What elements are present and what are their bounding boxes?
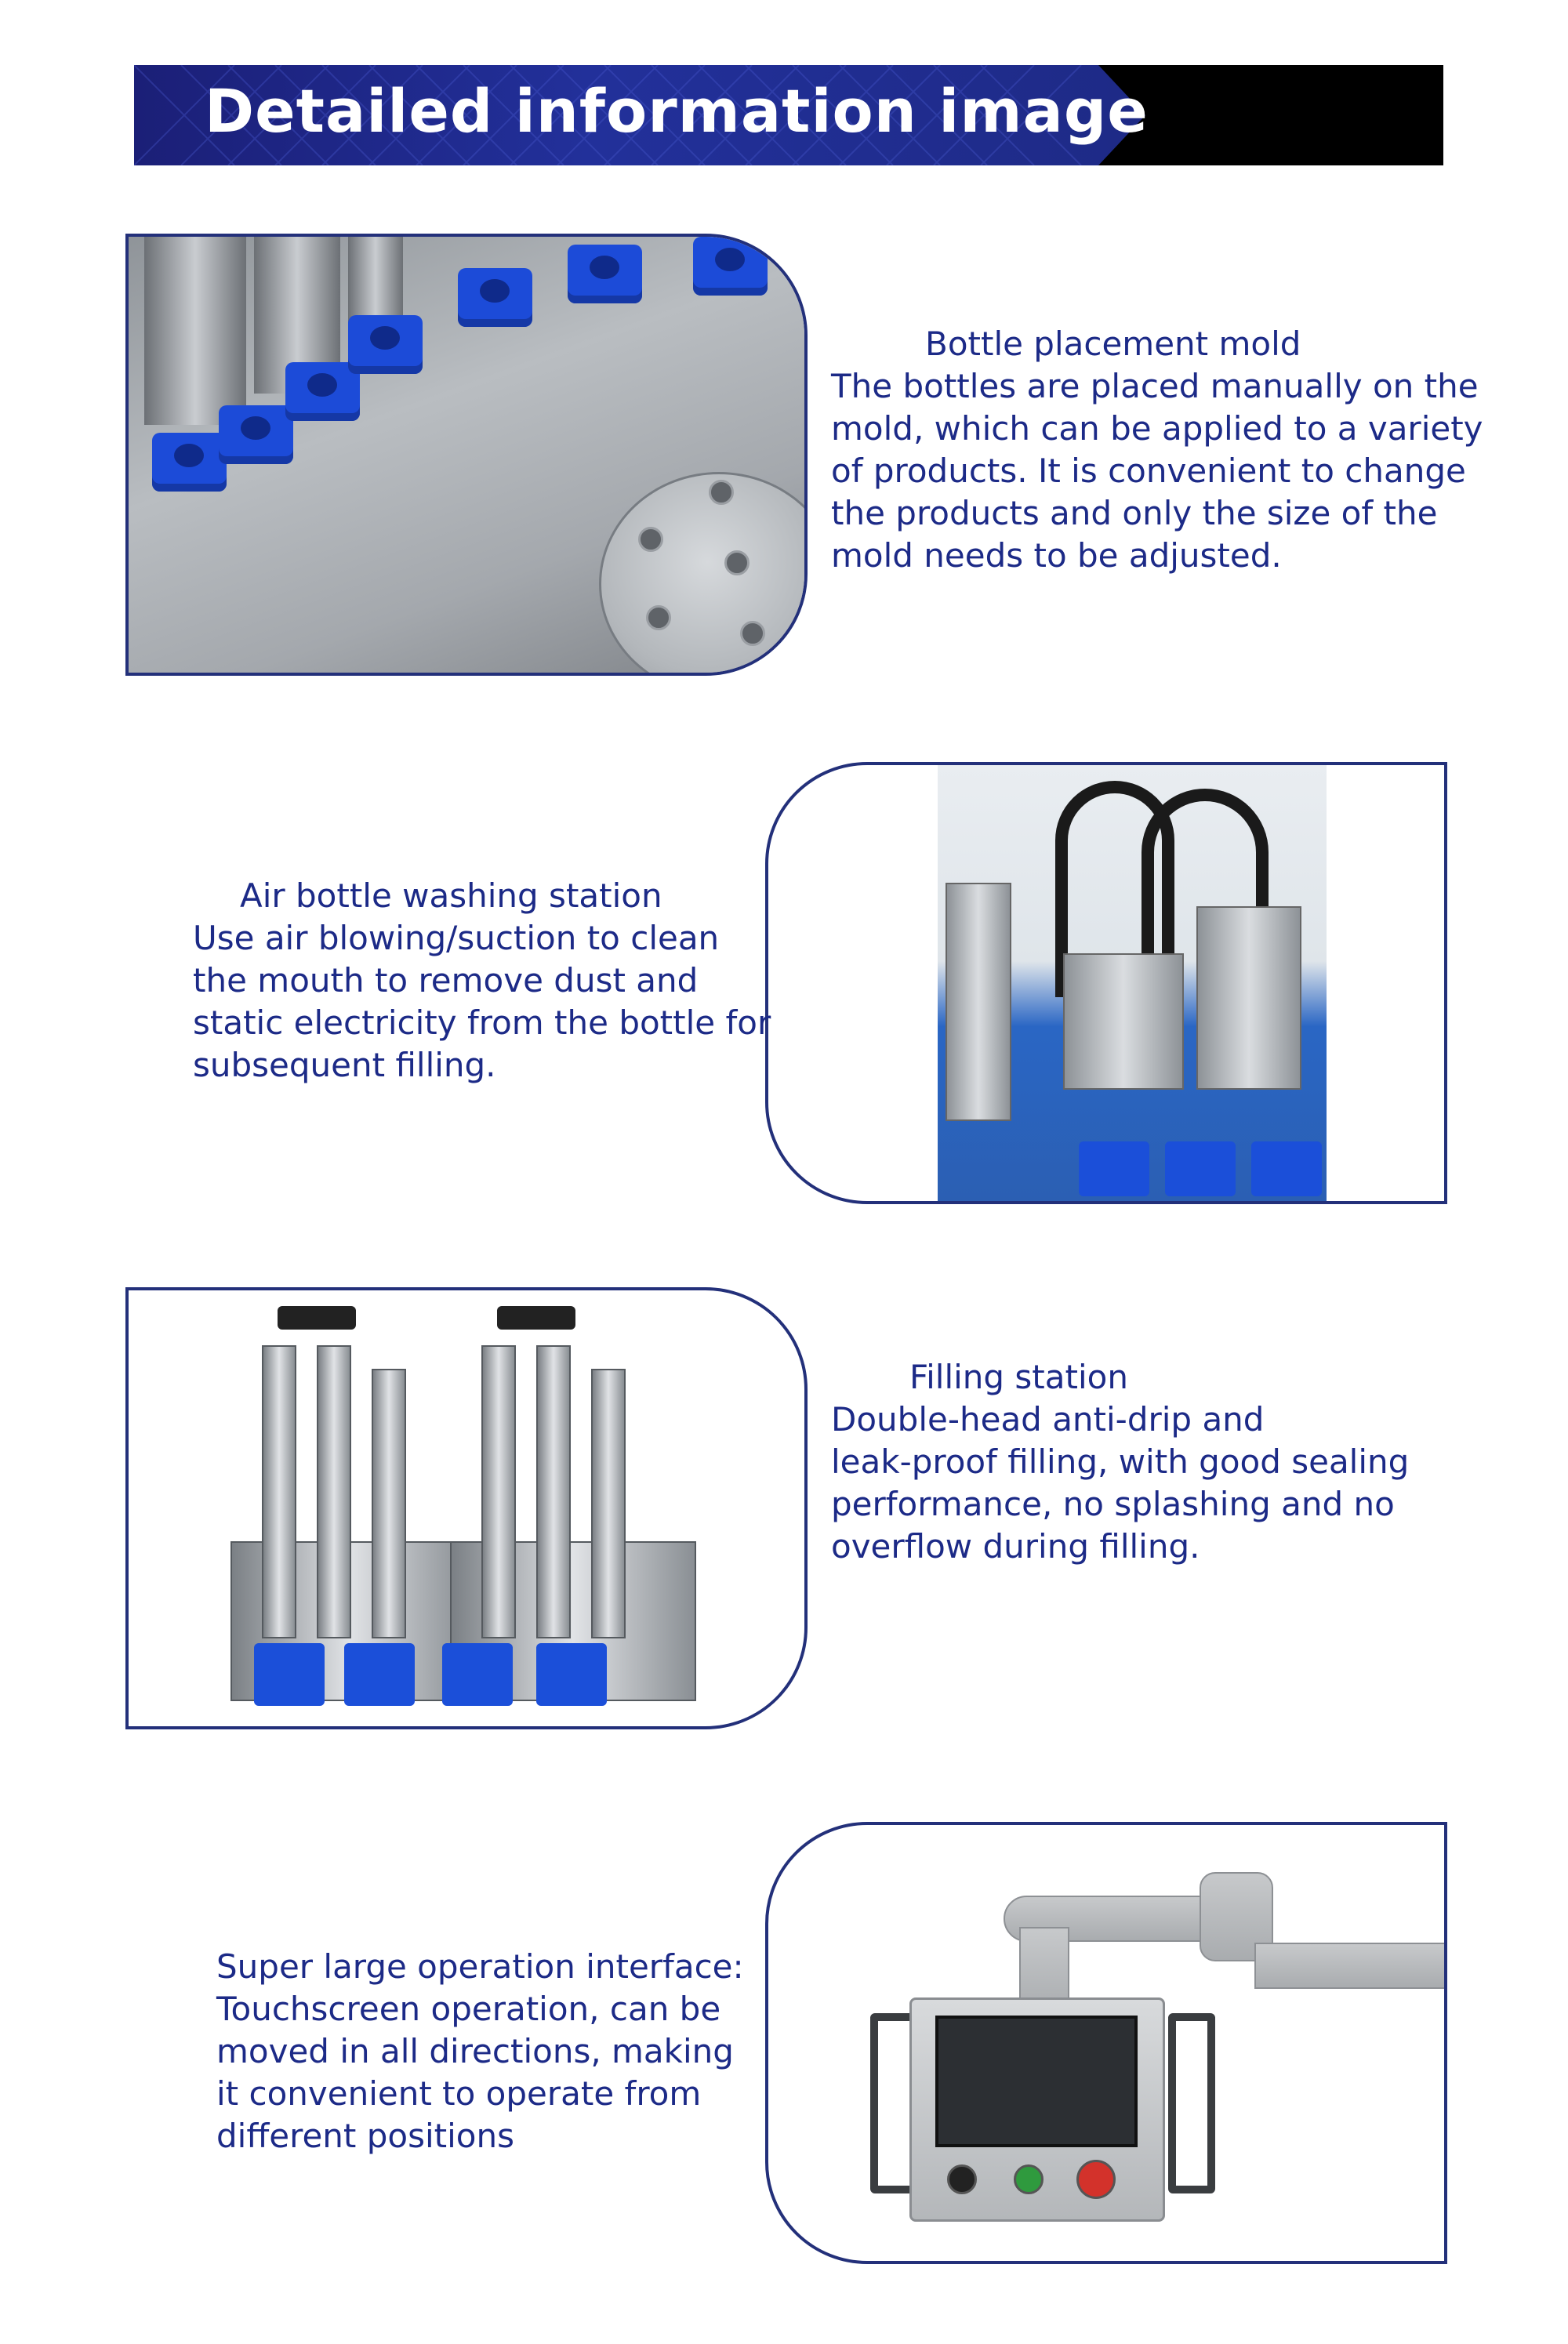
blue-mold — [536, 1643, 607, 1706]
washing-station-line: the mouth to remove dust and — [193, 961, 699, 1000]
operation-interface-line: it convenient to operate from — [216, 2074, 702, 2113]
header-banner — [134, 65, 1443, 165]
bottle-mold-line: mold, which can be applied to a variety — [831, 409, 1483, 448]
blue-mold — [1165, 1141, 1236, 1196]
selector-switch-icon — [947, 2164, 977, 2194]
adjust-handle — [497, 1306, 575, 1330]
machine-column — [144, 237, 246, 425]
blue-mold — [1251, 1141, 1322, 1196]
section-frame-operation-interface — [765, 1822, 1447, 2264]
bottle-mold-line: of products. It is convenient to change — [831, 452, 1466, 490]
center-disc — [599, 472, 804, 673]
blue-mold — [693, 237, 768, 296]
filling-column — [372, 1369, 406, 1638]
steel-block — [946, 883, 1011, 1121]
section-frame-filling-station — [125, 1287, 808, 1729]
page-title: Detailed information image — [205, 76, 1149, 146]
blue-mold — [344, 1643, 415, 1706]
control-panel — [909, 1997, 1165, 2222]
bottle-mold-text — [831, 323, 1537, 577]
filling-station-text — [831, 1356, 1537, 1568]
blue-mold — [285, 362, 360, 421]
filling-station-heading: Filling station — [909, 1358, 1128, 1396]
steel-block — [1063, 953, 1184, 1090]
filling-station-line: performance, no splashing and no — [831, 1485, 1395, 1523]
washing-station-heading: Air bottle washing station — [240, 876, 662, 915]
blue-mold — [458, 268, 532, 327]
section-frame-washing-station — [765, 762, 1447, 1204]
filling-station-line: overflow during filling. — [831, 1527, 1200, 1566]
filling-column — [591, 1369, 626, 1638]
bolt — [709, 480, 734, 505]
operation-interface-line: Touchscreen operation, can be — [216, 1990, 721, 2028]
filling-column — [481, 1345, 516, 1638]
bolt — [646, 605, 671, 630]
filling-column — [317, 1345, 351, 1638]
blue-mold — [348, 315, 423, 374]
blue-mold — [442, 1643, 513, 1706]
operation-interface-line: moved in all directions, making — [216, 2032, 734, 2070]
bolt — [638, 527, 663, 552]
blue-mold — [219, 405, 293, 464]
bottle-mold-photo — [129, 237, 804, 673]
section-frame-bottle-mold — [125, 234, 808, 676]
washing-station-line: subsequent filling. — [193, 1046, 496, 1084]
stop-button-icon — [1076, 2160, 1116, 2199]
blue-mold — [568, 245, 642, 303]
operation-interface-text — [216, 1946, 781, 2157]
bolt — [740, 621, 765, 646]
panel-handle — [1168, 2013, 1215, 2193]
filling-station-photo — [215, 1306, 779, 1722]
filling-column — [262, 1345, 296, 1638]
operation-interface-line: different positions — [216, 2117, 514, 2155]
start-button-icon — [1014, 2164, 1044, 2194]
operation-interface-line: Super large operation interface: — [216, 1947, 744, 1986]
bottle-mold-line: The bottles are placed manually on the — [831, 367, 1479, 405]
blue-mold — [254, 1643, 325, 1706]
washing-station-line: static electricity from the bottle for — [193, 1003, 771, 1042]
filling-station-line: Double-head anti-drip and — [831, 1400, 1265, 1439]
bolt — [724, 550, 750, 575]
filling-station-line: leak-proof filling, with good sealing — [831, 1442, 1410, 1481]
washing-station-photo — [938, 765, 1327, 1201]
bottle-mold-line: mold needs to be adjusted. — [831, 536, 1282, 575]
touchscreen — [935, 2016, 1138, 2147]
blue-mold — [1079, 1141, 1149, 1196]
blue-mold — [152, 433, 227, 492]
bottle-mold-heading: Bottle placement mold — [925, 325, 1301, 363]
washing-station-text — [193, 875, 773, 1087]
bottle-mold-line: the products and only the size of the — [831, 494, 1438, 532]
steel-block — [1196, 906, 1301, 1090]
adjust-handle — [278, 1306, 356, 1330]
filling-column — [536, 1345, 571, 1638]
washing-station-line: Use air blowing/suction to clean — [193, 919, 720, 957]
support-arm — [1254, 1943, 1444, 1989]
operation-interface-photo — [862, 1856, 1444, 2248]
